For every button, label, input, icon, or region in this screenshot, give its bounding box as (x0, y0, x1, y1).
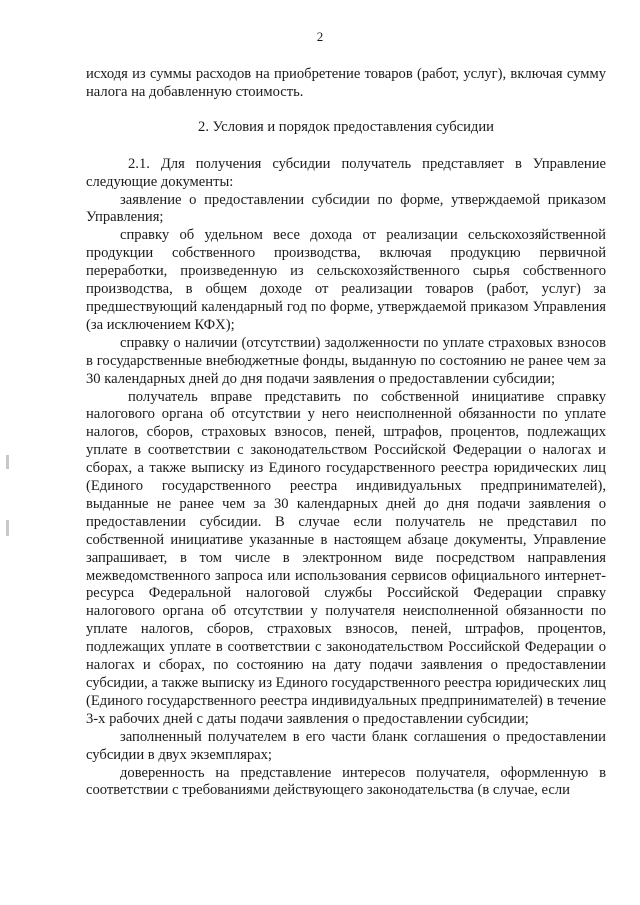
margin-mark (6, 520, 9, 536)
paragraph: заполненный получателем в его части бланк соглашения о предоставлении субсидии в двух экземплярах; (86, 728, 606, 763)
paragraph: исходя из суммы расходов на приобретение товаров (работ, услуг), включая сумму налога на добавленную стоимость. (86, 66, 606, 100)
paragraph: справку о наличии (отсутствии) задолженности по уплате страховых взносов в государственные внебюджетные фонды, выданную по состоянию не ранее чем за 30 календарных дней до дня подачи заявления о предоставлении субсидии; (86, 334, 606, 387)
paragraph: доверенность на представление интересов получателя, оформленную в соответствии с требованиями действующего законодательства (в случае, если (86, 764, 606, 799)
page-number: 2 (316, 29, 324, 44)
document-body (86, 66, 606, 800)
paragraph: 2.1. Для получения субсидии получатель представляет в Управление следующие документы: (86, 155, 606, 190)
section-heading: 2. Условия и порядок предоставления субсидии (198, 118, 494, 135)
paragraph: заявление о предоставлении субсидии по форме, утверждаемой приказом Управления; (86, 191, 606, 226)
paragraph: получатель вправе представить по собственной инициативе справку налогового органа об отсутствии у него неисполненной обязанности по уплате налогов, сборов, страховых взносов, пеней, штрафов, процентов, подлежащих уплате в соответствии с законодательством Российской Федерации о налогах и сборах, а также выписку из Единого государственного реестра юридических лиц (Единого государственного реестра индивидуальных предпринимателей), выданные не ранее чем за 30 календарных дней до дня подачи заявления о предоставлении субсидии. В случае если получатель не представил по собственной инициативе указанные в настоящем абзаце документы, Управление запрашивает, в том числе в электронном виде посредством направления межведомственного запроса или использования сервисов официального интернет-ресурса Федеральной налоговой службы Российской Федерации справку налогового органа об отсутствии у получателя неисполненной обязанности по уплате налогов, сборов, страховых взносов, пеней, штрафов, процентов, подлежащих уплате в соответствии с законодательством Российской Федерации о налогах и сборах, по состоянию на дату подачи заявления о предоставлении субсидии, а также выписку из Единого государственного реестра юридических лиц (Единого государственного реестра индивидуальных предпринимателей) в течение 3-х рабочих дней с даты подачи заявления о предоставлении субсидии; (86, 388, 606, 727)
paragraph: справку об удельном весе дохода от реализации сельскохозяйственной продукции собственного производства, включая продукцию первичной переработки, произведенную из сельскохозяйственного сырья собственного производства, в общем доходе от реализации товаров (работ, услуг) за предшествующий календарный год по форме, утверждаемой приказом Управления (за исключением КФХ); (86, 227, 606, 333)
margin-mark (6, 455, 9, 469)
